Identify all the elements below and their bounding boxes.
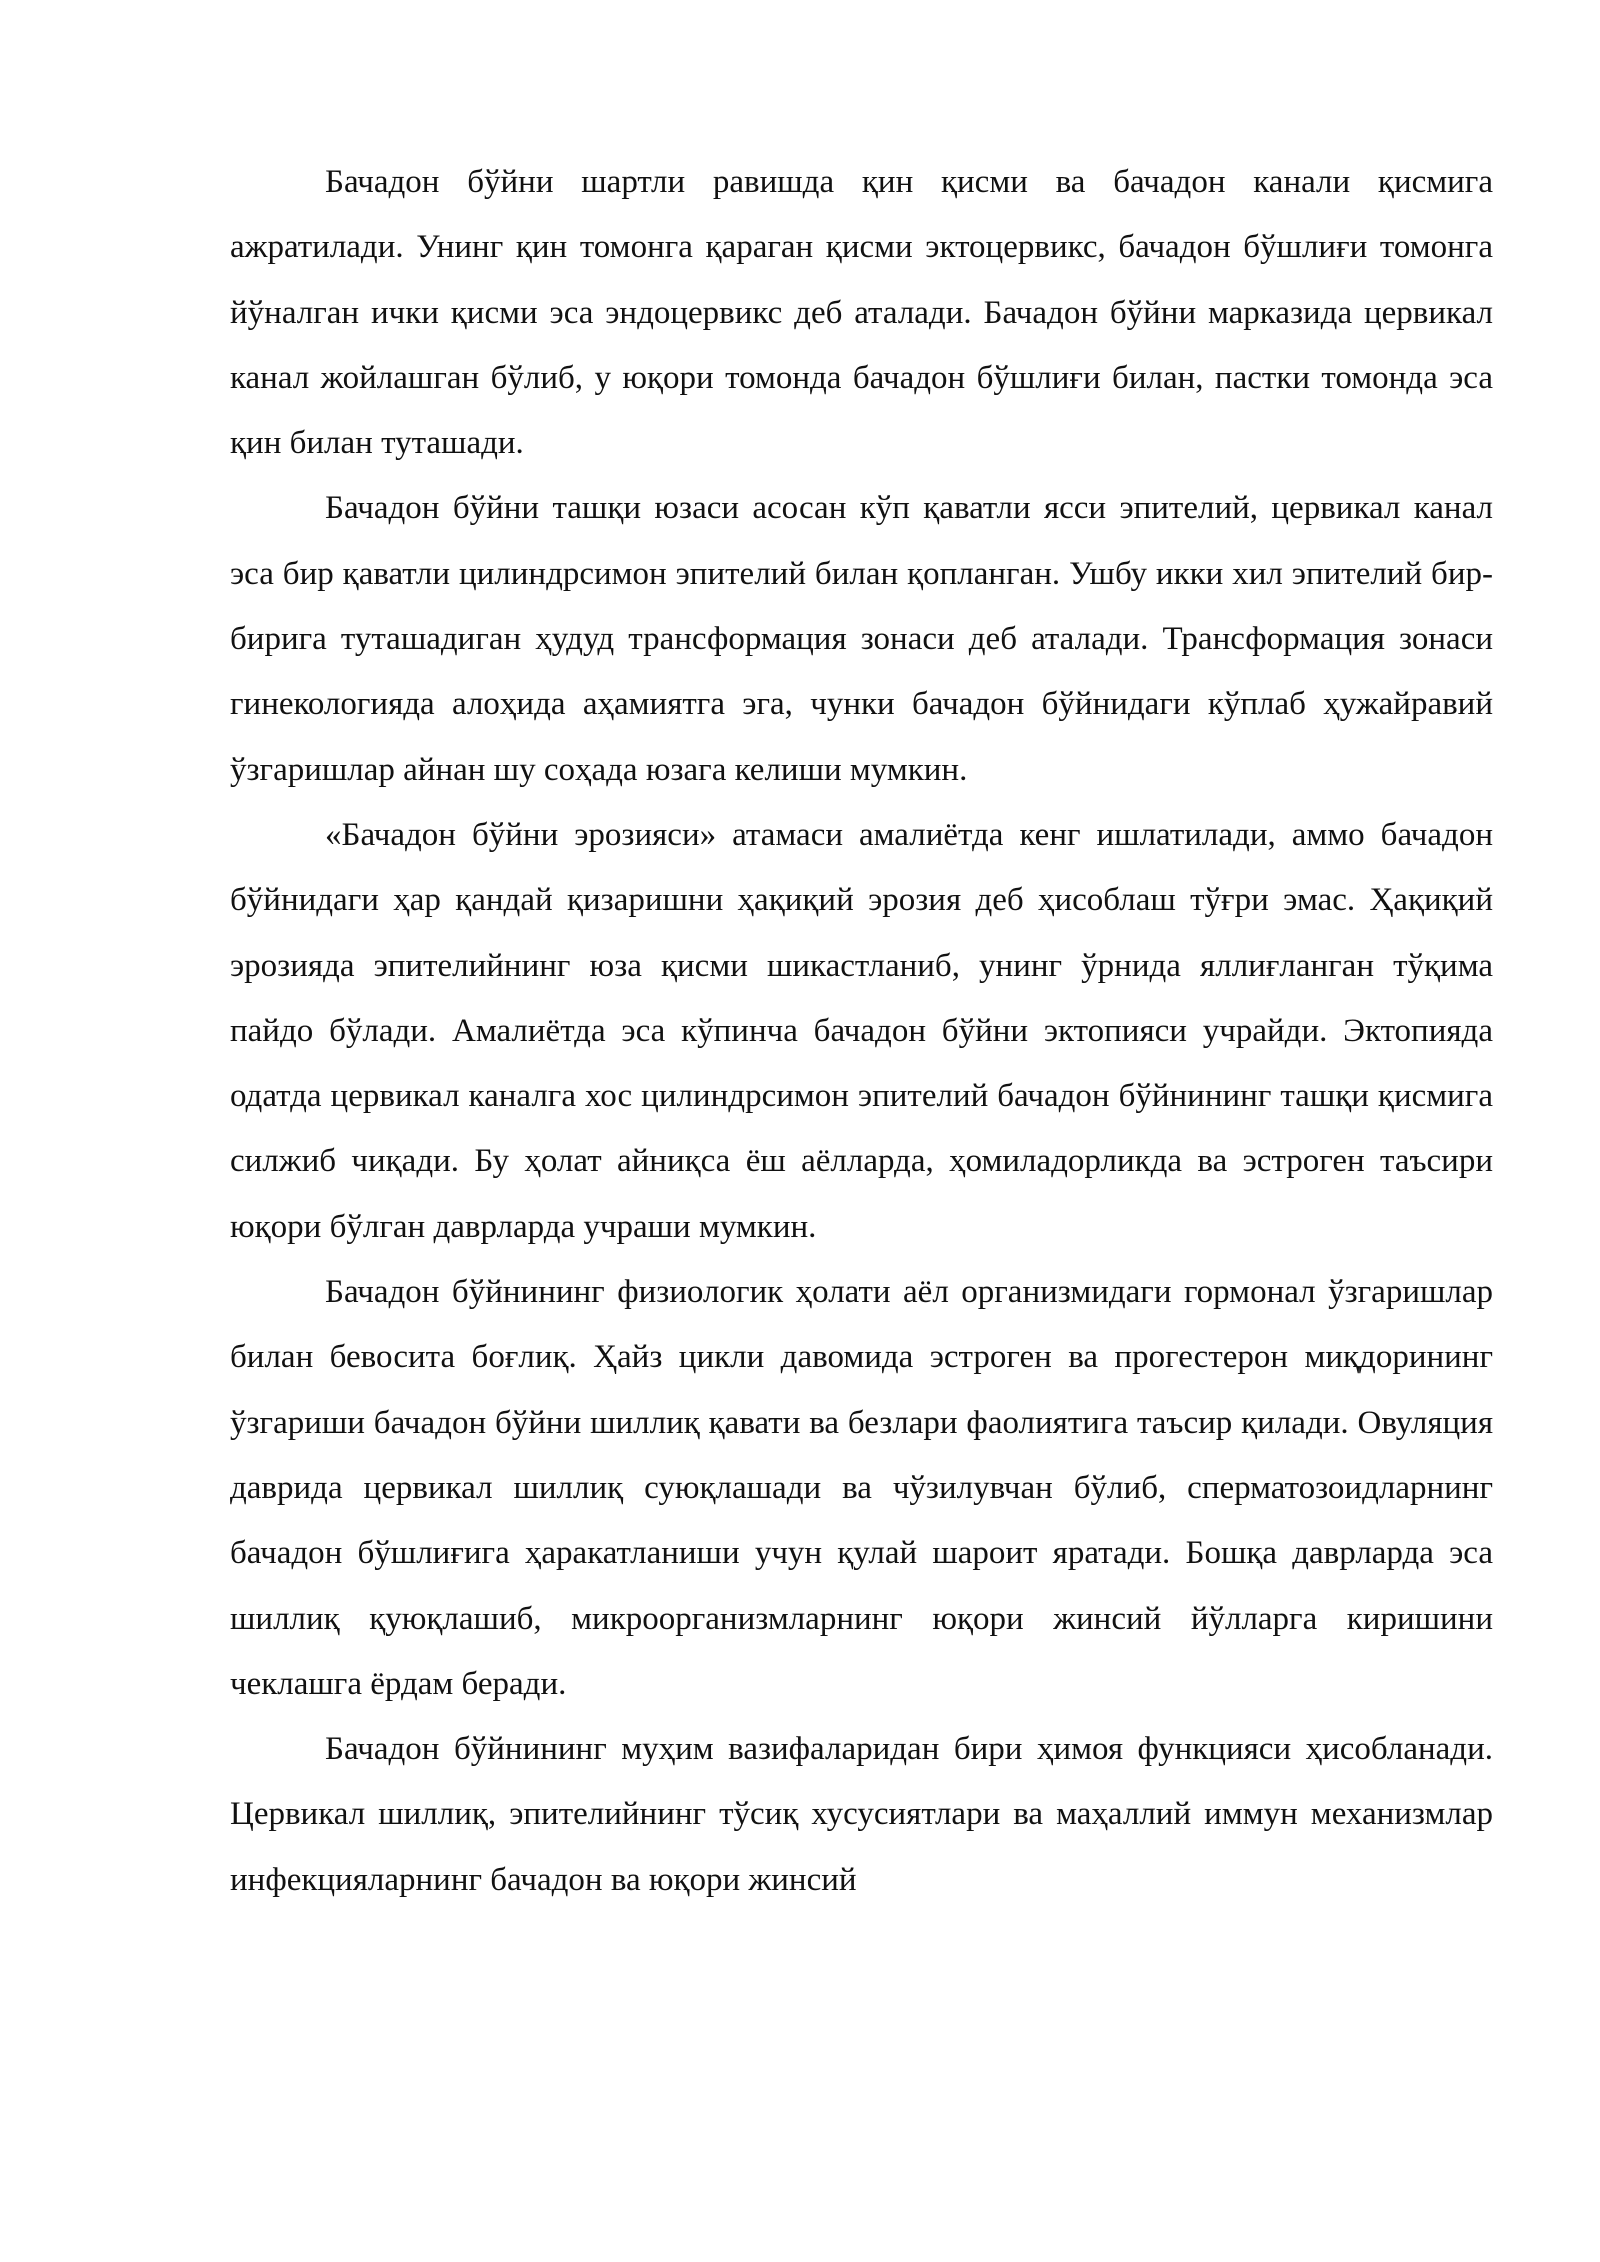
- paragraph-5: Бачадон бўйнининг муҳим вазифаларидан бири ҳимоя функцияси ҳисобланади. Цервикал шиллиқ, эпителийнинг тўсиқ хусусиятлари ва маҳаллий иммун механизмлар инфекцияларнинг бачадон ва юқори жинсий: [230, 1731, 1493, 1898]
- paragraph-1: Бачадон бўйни шартли равишда қин қисми ва бачадон канали қисмига ажратилади. Унинг қин томонга қараган қисми эктоцервикс, бачадон бўшлиғи томонга йўналган ички қисми эса эндоцервикс деб аталади. Бачадон бўйни марказида цервикал канал жойлашган бўлиб, у юқори томонда бачадон бўшлиғи билан, пастки томонда эса қин билан туташади.: [230, 164, 1493, 462]
- paragraph-4: Бачадон бўйнининг физиологик ҳолати аёл организмидаги гормонал ўзгаришлар билан бевосита боғлиқ. Ҳайз цикли давомида эстроген ва прогестерон миқдорининг ўзгариши бачадон бўйни шиллиқ қавати ва безлари фаолиятига таъсир қилади. Овуляция даврида цервикал шиллиқ суюқлашади ва чўзилувчан бўлиб, сперматозоидларнинг бачадон бўшлиғига ҳаракатланиши учун қулай шароит яратади. Бошқа даврларда эса шиллиқ қуюқлашиб, микроорганизмларнинг юқори жинсий йўлларга киришини чеклашга ёрдам беради.: [230, 1274, 1493, 1702]
- document-body: [230, 150, 1493, 1913]
- paragraph-3: «Бачадон бўйни эрозияси» атамаси амалиётда кенг ишлатилади, аммо бачадон бўйнидаги ҳар қандай қизаришни ҳақиқий эрозия деб ҳисоблаш тўғри эмас. Ҳақиқий эрозияда эпителийнинг юза қисми шикастланиб, унинг ўрнида яллиғланган тўқима пайдо бўлади. Амалиётда эса кўпинча бачадон бўйни эктопияси учрайди. Эктопияда одатда цервикал каналга хос цилиндрсимон эпителий бачадон бўйнининг ташқи қисмига силжиб чиқади. Бу ҳолат айниқса ёш аёлларда, ҳомиладорликда ва эстроген таъсири юқори бўлган даврларда учраши мумкин.: [230, 816, 1493, 1245]
- paragraph-2: Бачадон бўйни ташқи юзаси асосан кўп қаватли ясси эпителий, цервикал канал эса бир қаватли цилиндрсимон эпителий билан қопланган. Ушбу икки хил эпителий бир-бирига туташадиган ҳудуд трансформация зонаси деб аталади. Трансформация зонаси гинекологияда алоҳида аҳамиятга эга, чунки бачадон бўйнидаги кўплаб ҳужайравий ўзгаришлар айнан шу соҳада юзага келиши мумкин.: [230, 490, 1493, 788]
